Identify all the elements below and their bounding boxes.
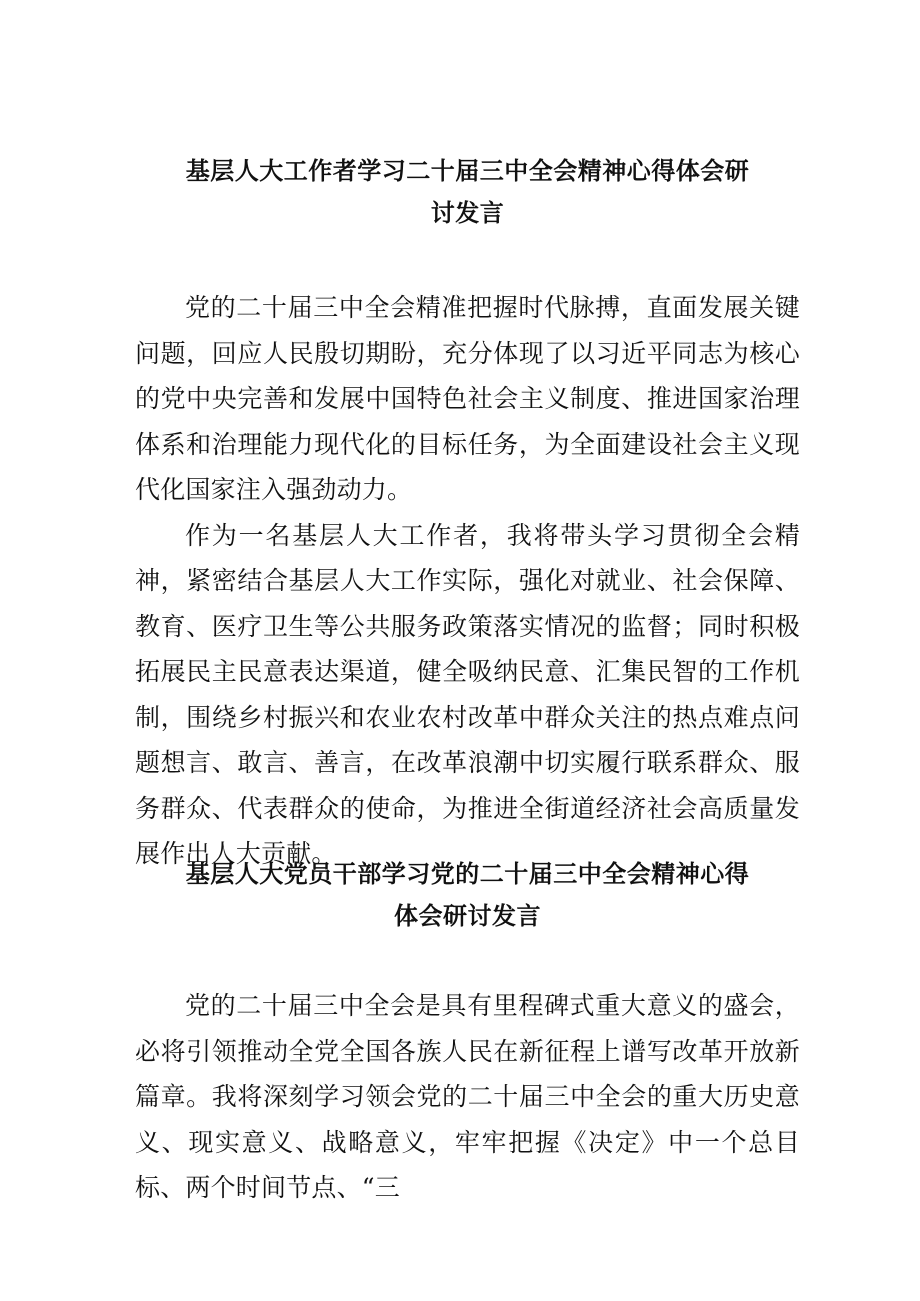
section2-title [135, 853, 800, 937]
section2-body [135, 983, 800, 1211]
section1-title-line2: 讨发言 [430, 199, 505, 227]
section1-title [135, 150, 800, 234]
section1-paragraph-1: 党的二十届三中全会精准把握时代脉搏，直面发展关键问题，回应人民殷切期盼，充分体现了以习近平同志为核心的党中央完善和发展中国特色社会主义制度、推进国家治理体系和治理能力现代化的目标任务，为全面建设社会主义现代化国家注入强劲动力。 [135, 293, 800, 504]
section2-paragraph-1: 党的二十届三中全会是具有里程碑式重大意义的盛会，必将引领推动全党全国各族人民在新征程上谱写改革开放新篇章。我将深刻学习领会党的二十届三中全会的重大历史意义、现实意义、战略意义，牢牢把握《决定》中一个总目标、两个时间节点、“三 [135, 991, 800, 1202]
section2-title-line1: 基层人大党员干部学习党的二十届三中全会精神心得 [185, 860, 750, 888]
section1-paragraph-2: 作为一名基层人大工作者，我将带头学习贯彻全会精神，紧密结合基层人大工作实际，强化对就业、社会保障、教育、医疗卫生等公共服务政策落实情况的监督；同时积极拓展民主民意表达渠道，健全吸纳民意、汇集民智的工作机制，围绕乡村振兴和农业农村改革中群众关注的热点难点问题想言、敢言、善言，在改革浪潮中切实履行联系群众、服务群众、代表群众的使命，为推进全街道经济社会高质量发展作出人大贡献。 [135, 520, 800, 868]
section1-body [135, 285, 800, 877]
section2-title-line2: 体会研讨发言 [394, 902, 541, 930]
section1-title-line1: 基层人大工作者学习二十届三中全会精神心得体会研 [185, 157, 750, 185]
